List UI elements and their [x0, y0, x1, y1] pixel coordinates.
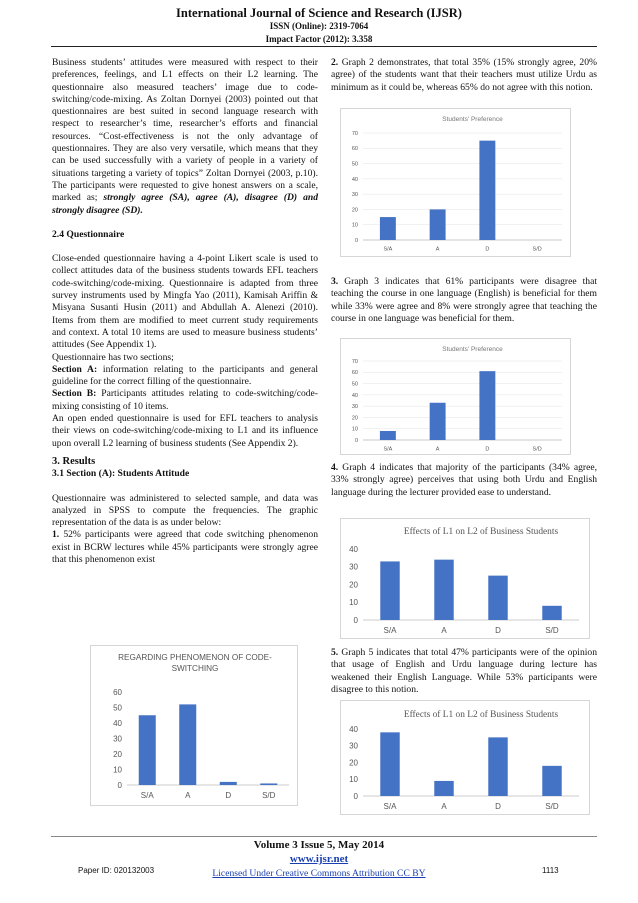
x-tick-label: D	[485, 446, 490, 453]
x-tick-label: D	[225, 791, 232, 800]
footer-license-link[interactable]: Licensed Under Creative Commons Attribution CC BY	[212, 868, 426, 879]
bar-a	[430, 209, 446, 240]
footer-website-link[interactable]: www.ijsr.net	[289, 853, 349, 865]
paragraph-spss: Questionnaire was administered to selected sample, and data was analyzed in SPSS to compute the frequencies. The graphic representation of the data is as under below:	[52, 492, 318, 529]
y-tick-label: 20	[113, 749, 122, 759]
x-tick-label: A	[441, 802, 447, 811]
issn: ISSN (Online): 2319-7064	[269, 21, 369, 31]
x-tick-label: A	[435, 446, 440, 453]
bar-a	[179, 704, 196, 785]
paragraph-open-ended: An open ended questionnaire is used for EFL teachers to analysis their views on code-switching/code-mixing to L1 and its influence upon overall L2 learning of business students (See Appendix 2).	[52, 413, 318, 449]
bar-sa	[380, 431, 396, 440]
y-tick-label: 20	[351, 415, 358, 422]
y-tick-label: 30	[349, 741, 358, 751]
bar-d	[479, 371, 495, 440]
footer-rule	[51, 836, 597, 837]
y-tick-label: 0	[353, 615, 358, 625]
x-tick-label: S/A	[383, 626, 397, 635]
section-heading-results: 3. Results	[52, 455, 96, 467]
header-rule	[51, 46, 597, 47]
y-tick-label: 70	[351, 130, 358, 137]
y-tick-label: 20	[349, 758, 358, 768]
bar-d	[220, 782, 237, 785]
y-tick-label: 0	[353, 791, 358, 801]
x-tick-label: S/A	[383, 802, 397, 811]
bar-a	[434, 781, 453, 796]
chart-graph-1-svg	[91, 646, 299, 807]
impact-factor: Impact Factor (2012): 3.358	[265, 34, 373, 44]
bar-sa	[380, 561, 399, 620]
chart-graph-3	[340, 338, 571, 455]
bar-sa	[380, 217, 396, 240]
paragraph-questionnaire-design: Close-ended questionnaire having a 4-point Likert scale is used to collect attitudes data of the business students towards EFL teachers code-switching/code-mixing. Questionnaire is adapted from three survey instruments used by Mingfa Yao (2011), Kamisah Ariffin & Misyana Susanti Husin (2011) and Abdullah A. Alenezi (2010). Items from them are modified to meet current study requirements and context. A total 10 items are used to measure business students’ attitudes (See Appendix 1).	[52, 253, 318, 351]
x-tick-label: D	[495, 626, 501, 635]
left-column	[52, 57, 318, 566]
chart-graph-4-svg	[341, 519, 591, 640]
y-tick-label: 60	[351, 146, 358, 153]
x-tick-label: S/D	[532, 446, 542, 453]
section-b-description: Section B: Participants attitudes relating to code-switching/code-mixing consisting of 10 items.	[52, 388, 318, 412]
paragraph-graph-1: 1. 52% participants were agreed that code switching phenomenon exist in BCRW lectures while 45% participants were strongly agree that this phenomenon exist	[52, 529, 318, 565]
y-tick-label: 40	[349, 724, 358, 734]
y-tick-label: 40	[351, 176, 358, 183]
y-tick-label: 50	[113, 703, 122, 713]
chart-title: Students' Preference	[442, 346, 503, 353]
y-tick-label: 40	[113, 718, 122, 728]
y-tick-label: 20	[351, 207, 358, 214]
y-tick-label: 0	[354, 437, 358, 444]
y-tick-label: 60	[351, 370, 358, 377]
y-tick-label: 50	[351, 381, 358, 388]
journal-title: International Journal of Science and Research (IJSR)	[176, 6, 462, 20]
x-tick-label: S/D	[545, 626, 559, 635]
x-tick-label: S/D	[262, 791, 276, 800]
chart-title-line: SWITCHING	[171, 664, 219, 673]
x-tick-label: D	[485, 246, 490, 253]
paragraph-graph-4: 4. Graph 4 indicates that majority of the participants (34% agree, 33% strongly agree) perceives that using both Urdu and English language during the lecturer provided ease to understand.	[331, 462, 597, 498]
y-tick-label: 40	[351, 392, 358, 399]
bar-sa	[380, 732, 399, 796]
paragraph-graph-3: 3. Graph 3 indicates that 61% participants were disagree that teaching the course in one language (English) is beneficial for them while 33% were agree and 8% were strongly agree that teaching the course in one language was beneficial for them.	[331, 276, 597, 324]
chart-graph-1	[90, 645, 298, 806]
bar-d	[488, 737, 507, 796]
x-tick-label: S/A	[383, 246, 393, 253]
bar-sd	[260, 783, 277, 785]
paragraph-questionnaire-intro: Business students’ attitudes were measured with respect to their preferences, feelings, and L1 effects on their L2 learning. The questionnaire also measured teachers’ image due to code-switching/code-mixing. As Zoltan Dornyei (2003) pointed out that questionnaires are best suited in second language research with respect to researcher’s time, researcher’s efforts and financial resources. “Cost-effectiveness is not the only advantage of questionnaires. They are also very versatile, which means that they can be used successfully with a variety of people in a variety of situations targeting a variety of topics” Zoltan Dornyei (2003, p.10). The participants were requested to give honest answers on a scale, marked as; strongly agree (SA), agree (A), disagree (D) and strongly disagree (SD).	[52, 57, 318, 216]
x-tick-label: A	[185, 791, 191, 800]
chart-title: Students' Preference	[442, 116, 503, 123]
y-tick-label: 30	[351, 404, 358, 411]
chart-graph-3-svg	[341, 339, 572, 456]
x-tick-label: S/A	[383, 446, 393, 453]
y-tick-label: 40	[349, 544, 358, 554]
y-tick-label: 10	[349, 775, 358, 785]
chart-title: Effects of L1 on L2 of Business Students	[403, 527, 559, 537]
bar-d	[488, 576, 507, 620]
y-tick-label: 10	[351, 426, 358, 433]
y-tick-label: 0	[354, 237, 358, 244]
bar-d	[479, 141, 495, 240]
chart-graph-5	[340, 700, 590, 815]
x-tick-label: D	[495, 802, 501, 811]
footer-paper-id: Paper ID: 020132003	[78, 866, 155, 875]
x-tick-label: A	[435, 246, 440, 253]
chart-title-line: REGARDING PHENOMENON OF CODE-	[118, 653, 272, 662]
paragraph-two-sections: Questionnaire has two sections;	[52, 351, 174, 363]
footer-volume: Volume 3 Issue 5, May 2014	[253, 839, 385, 851]
y-tick-label: 50	[351, 161, 358, 168]
section-a-description: Section A: information relating to the participants and general guideline for the correct filling of the questionnaire.	[52, 363, 318, 388]
y-tick-label: 20	[349, 580, 358, 590]
bar-a	[434, 560, 453, 620]
y-tick-label: 30	[113, 734, 122, 744]
paragraph-graph-2: 2. Graph 2 demonstrates, that total 35% (15% strongly agree, 20% agree) of the students want that their teachers must utilize Urdu as minimum as it could be, whereas 65% do not agree with this notion.	[331, 57, 597, 93]
y-tick-label: 10	[351, 222, 358, 229]
x-tick-label: S/D	[532, 246, 542, 253]
chart-graph-4	[340, 518, 590, 639]
y-tick-label: 10	[113, 765, 122, 775]
chart-title: Effects of L1 on L2 of Business Students	[403, 710, 559, 720]
y-tick-label: 10	[349, 598, 358, 608]
footer-page-number: 1113	[542, 866, 559, 875]
y-tick-label: 70	[351, 358, 358, 365]
y-tick-label: 0	[117, 780, 122, 790]
section-heading-2-4: 2.4 Questionnaire	[52, 228, 125, 240]
y-tick-label: 60	[113, 687, 122, 697]
x-tick-label: S/D	[545, 802, 559, 811]
bar-sd	[542, 606, 561, 620]
y-tick-label: 30	[349, 562, 358, 572]
section-heading-3-1: 3.1 Section (A): Students Attitude	[52, 468, 190, 480]
chart-graph-2	[340, 108, 571, 257]
paragraph-graph-5: 5. Graph 5 indicates that total 47% participants were of the opinion that usage of English and Urdu language during lecture has weakened their English Language. While 53% participants were disagree to this notion.	[331, 647, 597, 695]
bar-sd	[542, 766, 561, 796]
bar-a	[430, 403, 446, 440]
x-tick-label: A	[441, 626, 447, 635]
bar-sa	[139, 715, 156, 785]
likert-scale-labels: strongly agree (SA), agree (A), disagree (D) and strongly disagree (SD).	[52, 192, 318, 216]
chart-graph-5-svg	[341, 701, 591, 816]
chart-graph-2-svg	[341, 109, 572, 258]
y-tick-label: 30	[351, 192, 358, 199]
x-tick-label: S/A	[140, 791, 154, 800]
